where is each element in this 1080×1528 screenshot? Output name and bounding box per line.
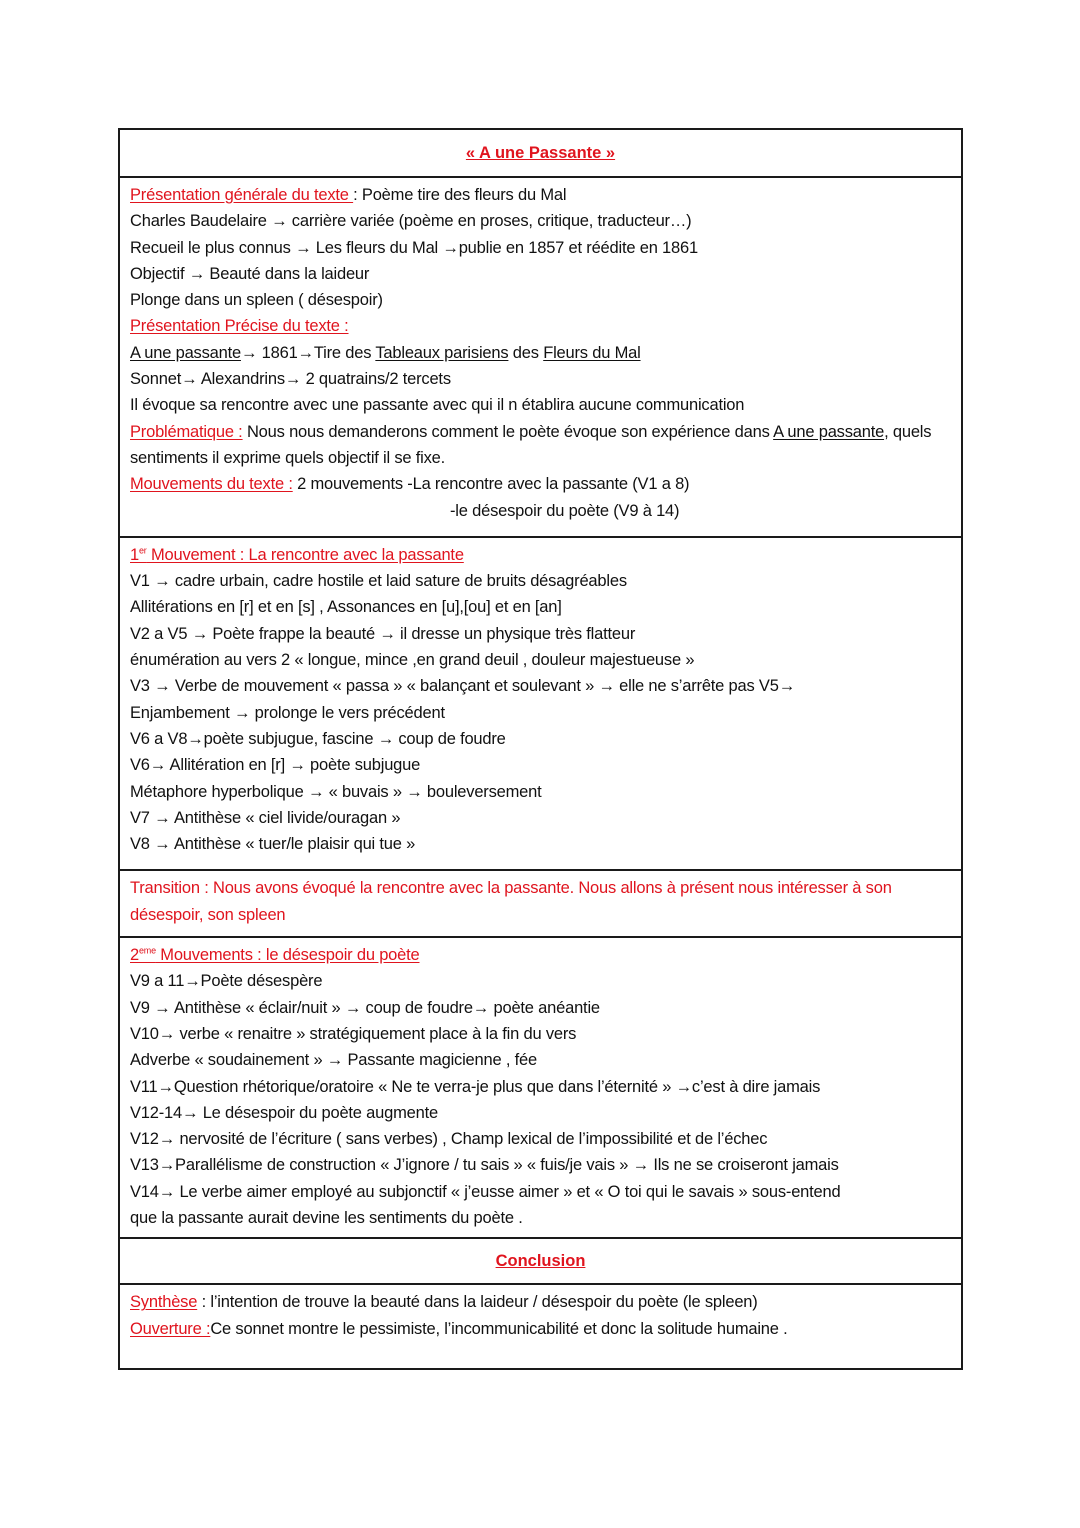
intro-line: Charles Baudelaire → carrière variée (poème en proses, critique, traducteur…) xyxy=(130,212,692,231)
transition-section xyxy=(120,869,961,936)
problematique-end: , quels sentiments il exprime quels objectif il se fixe. xyxy=(130,422,932,467)
synthese-text: : l’intention de trouve la beauté dans la laideur / désespoir du poète (le spleen) xyxy=(197,1293,758,1312)
analysis-line: Adverbe « soudainement » → Passante magicienne , fée xyxy=(130,1051,537,1070)
heading-ordinal: eme xyxy=(138,945,156,956)
movement2-section xyxy=(120,936,961,1237)
general-presentation-text: : Poème tire des fleurs du Mal xyxy=(353,186,567,204)
work-title: A une passante xyxy=(130,343,241,362)
text-fragment: des xyxy=(508,343,544,362)
intro-line: Recueil le plus connus → Les fleurs du Mal →publie en 1857 et réédite en 1861 xyxy=(130,238,698,257)
heading-text: Mouvement : La rencontre avec la passante xyxy=(146,545,464,564)
collection-title: Fleurs du Mal xyxy=(543,343,641,362)
analysis-line: V9 → Antithèse « éclair/nuit » → coup de foudre→ poète anéantie xyxy=(130,998,600,1017)
analysis-line: V3 → Verbe de mouvement « passa » « balançant et soulevant » → elle ne s’arrête pas V5→ xyxy=(130,677,796,696)
heading-text: Mouvements : le désespoir du poète xyxy=(155,946,420,965)
ouverture-label: Ouverture : xyxy=(130,1319,211,1338)
mouvements-line-2: -le désespoir du poète (V9 à 14) xyxy=(450,501,680,520)
evoque-line: Il évoque sa rencontre avec une passante avec qui il n établira aucune communication xyxy=(130,396,745,415)
mouvements-label: Mouvements du texte : xyxy=(130,475,293,494)
analysis-line: V11→Question rhétorique/oratoire « Ne te verra-je plus que dans l’éternité » →c’est à dire jamais xyxy=(130,1077,821,1096)
analysis-line: Allitérations en [r] et en [s] , Assonances en [u],[ou] et en [an] xyxy=(130,598,562,617)
analysis-line: V14→ Le verbe aimer employé au subjonctif « j’eusse aimer » et « O toi qui le savais » sous-entend xyxy=(130,1182,841,1201)
precise-presentation-label: Présentation Précise du texte : xyxy=(130,317,349,336)
text-fragment: → 1861→Tire des xyxy=(240,343,376,362)
precise-presentation-line xyxy=(130,340,951,366)
problematique-line xyxy=(130,419,951,472)
analysis-line: V13→Parallélisme de construction « J’ignore / tu sais » « fuis/je vais » → Ils ne se croiseront jamais xyxy=(130,1156,839,1175)
problematique-text: Nous nous demanderons comment le poète évoque son expérience dans xyxy=(242,422,774,441)
analysis-line: V6→ Allitération en [r] → poète subjugue xyxy=(130,756,421,775)
document-table xyxy=(118,128,963,1370)
analysis-line: V12→ nervosité de l’écriture ( sans verbes) , Champ lexical de l’impossibilité et de l’échec xyxy=(130,1130,768,1149)
heading-number: 2 xyxy=(130,946,139,965)
conclusion-heading-row xyxy=(120,1237,961,1283)
heading-ordinal: er xyxy=(138,545,147,556)
ouverture-line xyxy=(130,1316,951,1342)
page-title: « A une Passante » xyxy=(465,143,616,162)
movement2-heading xyxy=(130,942,419,968)
analysis-line: Enjambement → prolonge le vers précédent xyxy=(130,703,445,722)
transition-text: Transition : Nous avons évoqué la rencontre avec la passante. Nous allons à présent nous intéresser à son désespoir, son spleen xyxy=(130,879,892,924)
intro-line: Objectif → Beauté dans la laideur xyxy=(130,264,370,283)
movement1-section xyxy=(120,536,961,870)
movement1-heading xyxy=(130,542,464,568)
analysis-line: V10→ verbe « renaitre » stratégiquement place à la fin du vers xyxy=(130,1024,577,1043)
analysis-line: V2 a V5 → Poète frappe la beauté → il dresse un physique très flatteur xyxy=(130,624,636,643)
synthese-label: Synthèse xyxy=(130,1293,198,1312)
conclusion-section xyxy=(120,1283,961,1368)
analysis-line: que la passante aurait devine les sentiments du poète . xyxy=(130,1208,523,1227)
ouverture-text: Ce sonnet montre le pessimiste, l’incommunicabilité et donc la solitude humaine . xyxy=(210,1319,788,1338)
analysis-line: V12-14→ Le désespoir du poète augmente xyxy=(130,1103,438,1122)
problematique-label: Problématique : xyxy=(130,422,243,441)
analysis-line: V6 a V8→poète subjugue, fascine → coup de foudre xyxy=(130,729,506,748)
mouvements-line xyxy=(130,471,951,497)
intro-section xyxy=(120,176,961,536)
sonnet-line: Sonnet→ Alexandrins→ 2 quatrains/2 tercets xyxy=(130,370,451,389)
analysis-line: Métaphore hyperbolique → « buvais » → bouleversement xyxy=(130,782,542,801)
general-presentation-label: Présentation générale du texte xyxy=(130,186,354,204)
work-title: A une passante xyxy=(773,422,885,441)
section-title: Tableaux parisiens xyxy=(375,343,509,362)
analysis-line: V7 → Antithèse « ciel livide/ouragan » xyxy=(130,808,401,827)
analysis-line: V9 a 11→Poète désespère xyxy=(130,972,323,991)
mouvements-text: 2 mouvements -La rencontre avec la passante (V1 a 8) xyxy=(292,475,690,494)
analysis-line: V8 → Antithèse « tuer/le plaisir qui tue » xyxy=(130,835,416,854)
heading-number: 1 xyxy=(130,545,139,564)
intro-line: Plonge dans un spleen ( désespoir) xyxy=(130,291,383,310)
title-row xyxy=(120,130,961,176)
general-presentation-line xyxy=(130,182,951,208)
analysis-line: V1 → cadre urbain, cadre hostile et laid sature de bruits désagréables xyxy=(130,572,627,591)
analysis-line: énumération au vers 2 « longue, mince ,en grand deuil , douleur majestueuse » xyxy=(130,651,695,670)
conclusion-heading: Conclusion xyxy=(495,1251,586,1270)
synthese-line xyxy=(130,1289,951,1315)
